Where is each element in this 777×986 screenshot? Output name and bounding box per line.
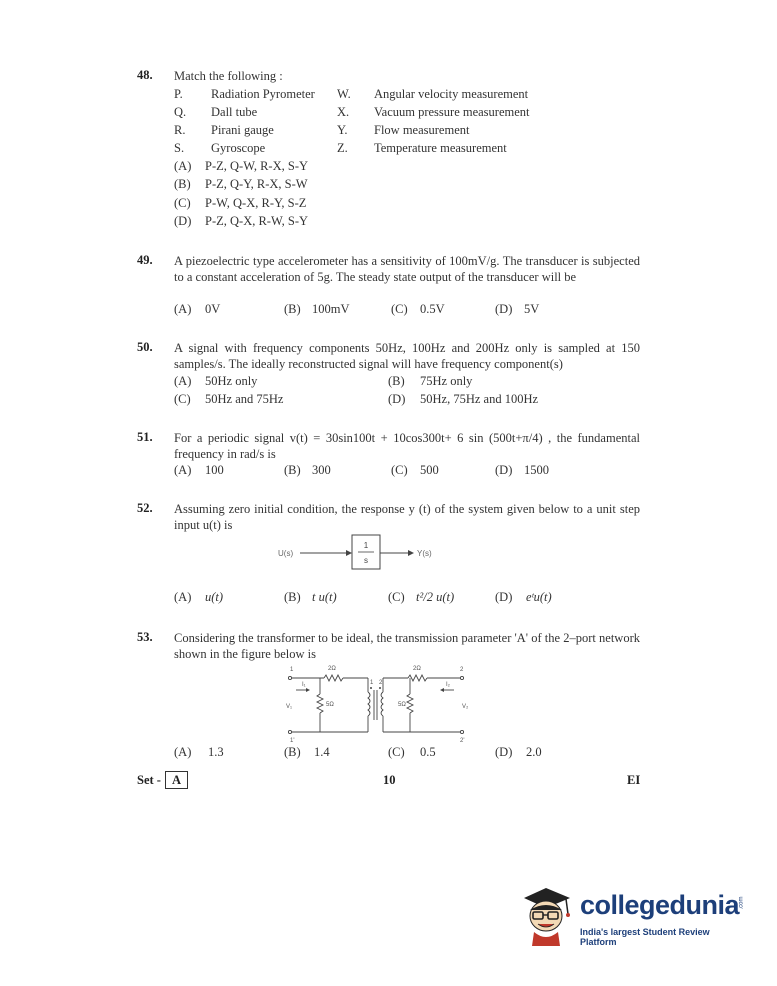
set-value: A [165,771,188,789]
option-key: (D) [495,590,513,604]
option-text: 100mV [312,302,350,316]
voltage-v2-label: V₂ [462,704,469,710]
match-item: Gyroscope [211,141,266,155]
match-key: R. [174,123,186,137]
two-port-circuit [276,662,476,746]
option-text: 2.0 [526,745,542,759]
option-text: 500 [420,463,439,477]
port-2-prime-label: 2' [460,738,465,744]
question-stem: Considering the transformer to be ideal, the transmission parameter 'A' of the 2–port network shown in the figure below is [174,631,640,661]
set-label: Set - [137,773,161,787]
question-number: 53. [137,630,153,644]
option-key: (D) [495,302,513,316]
port-1-prime-label: 1' [290,738,295,744]
option-text: 300 [312,463,331,477]
page-number: 10 [383,773,396,787]
option-text: 5V [524,302,540,316]
option-text: 1.4 [314,745,330,759]
option-text: 1500 [524,463,549,477]
terminal-1-prime-icon [288,730,291,733]
option-text: P-W, Q-X, R-Y, S-Z [205,196,307,210]
option-text: eᵗu(t) [526,590,552,604]
option-key: (A) [174,590,192,604]
output-arrow-icon [408,550,414,556]
option-text: t u(t) [312,590,337,604]
option-text: P-Z, Q-W, R-X, S-Y [205,159,309,173]
block-denominator: s [364,556,368,565]
current-i2-label: I₂ [446,682,450,688]
block-input-label: U(s) [278,549,294,558]
match-key: Z. [337,141,348,155]
option-key: (A) [174,745,192,759]
option-text: 75Hz only [420,374,473,388]
question-number: 51. [137,430,153,444]
terminal-2-prime-icon [460,730,463,733]
mascot-icon [518,880,578,950]
match-item: Dall tube [211,105,258,119]
turns-ratio-primary: 1 [370,680,374,686]
option-key: (D) [388,392,406,406]
match-key: Q. [174,105,187,119]
set-indicator [137,771,188,789]
polarity-dot-icon [370,687,372,689]
port-2-label: 2 [460,667,464,673]
option-text: t²/2 u(t) [416,590,455,604]
option-text: P-Z, Q-X, R-W, S-Y [205,214,309,228]
match-key: X. [337,105,350,119]
shunt-resistor-right-label: 5Ω [398,702,406,708]
block-diagram [270,530,470,574]
option-key: (B) [284,590,301,604]
option-text: 1.3 [208,745,224,759]
question-stem: A signal with frequency components 50Hz, 100Hz and 200Hz only is sampled at 150 samples/s. The ideally reconstructed signal will have frequency component(s) [174,341,640,371]
option-text: 0V [205,302,221,316]
option-text: u(t) [205,590,224,604]
question-stem: A piezoelectric type accelerometer has a sensitivity of 100mV/g. The transducer is subjected to a constant acceleration of 5g. The steady state output of the transducer will be [174,254,640,284]
match-key: S. [174,141,185,155]
question-stem: Assuming zero initial condition, the response y (t) of the system given below to a unit step input u(t) is [174,502,640,532]
block-numerator: 1 [363,541,369,550]
match-item: Radiation Pyrometer [211,87,315,101]
series-resistor-left [324,675,343,681]
brand-tagline: India's largest Student Review Platform [580,927,710,947]
match-key: Y. [337,123,348,137]
collegedunia-logo [518,880,748,950]
match-item: Angular velocity measurement [374,87,529,101]
option-key: (C) [391,463,408,477]
question-number: 49. [137,253,153,267]
subject-code: EI [627,773,641,787]
option-key: (D) [495,745,513,759]
match-item: Vacuum pressure measurement [374,105,530,119]
option-key: (C) [388,590,405,604]
polarity-dot-icon [379,687,381,689]
option-key: (B) [388,374,405,388]
secondary-coil [381,692,383,716]
option-text: P-Z, Q-Y, R-X, S-W [205,177,308,191]
option-key: (C) [388,745,405,759]
question-number: 52. [137,501,153,515]
option-key: (A) [174,159,192,173]
shunt-resistor-left-label: 5Ω [326,702,334,708]
option-key: (D) [495,463,513,477]
brand-name: collegedunia [580,890,740,920]
match-item: Pirani gauge [211,123,274,137]
question-stem: For a periodic signal v(t) = 30sin100t + 10cos300t+ 6 sin (500t+π/4) , the fundamental frequency in rad/s is [174,431,640,461]
question-number: 48. [137,68,153,82]
question-number: 50. [137,340,153,354]
current-i2-arrowhead-icon [440,688,444,692]
current-i1-arrowhead-icon [306,688,310,692]
match-item: Temperature measurement [374,141,507,155]
option-key: (C) [174,392,191,406]
option-key: (A) [174,463,192,477]
option-key: (C) [391,302,408,316]
voltage-v1-label: V₁ [286,704,293,710]
block-output-label: Y(s) [417,549,432,558]
option-key: (C) [174,196,191,210]
series-resistor-right [408,675,427,681]
input-arrow-icon [346,550,352,556]
option-key: (B) [284,302,301,316]
series-resistor-left-label: 2Ω [328,666,336,672]
series-resistor-right-label: 2Ω [413,666,421,672]
option-text: 0.5V [420,302,445,316]
primary-coil [368,692,370,716]
option-text: 0.5 [420,745,436,759]
option-key: (D) [174,214,192,228]
question-stem: Match the following : [174,69,283,83]
shunt-resistor-right [407,694,413,713]
terminal-2-icon [460,676,463,679]
option-text: 50Hz and 75Hz [205,392,284,406]
option-key: (B) [284,745,301,759]
shunt-resistor-left [317,694,323,713]
option-key: (B) [174,177,191,191]
brand-domain: .com [738,896,745,910]
terminal-1-icon [288,676,291,679]
port-1-label: 1 [290,667,294,673]
match-key: P. [174,87,183,101]
current-i1-label: I₁ [302,682,306,688]
option-key: (A) [174,302,192,316]
turns-ratio-secondary: 2 [379,680,383,686]
match-item: Flow measurement [374,123,470,137]
option-key: (B) [284,463,301,477]
option-text: 100 [205,463,224,477]
match-key: W. [337,87,351,101]
option-text: 50Hz only [205,374,258,388]
option-text: 50Hz, 75Hz and 100Hz [420,392,539,406]
option-key: (A) [174,374,192,388]
